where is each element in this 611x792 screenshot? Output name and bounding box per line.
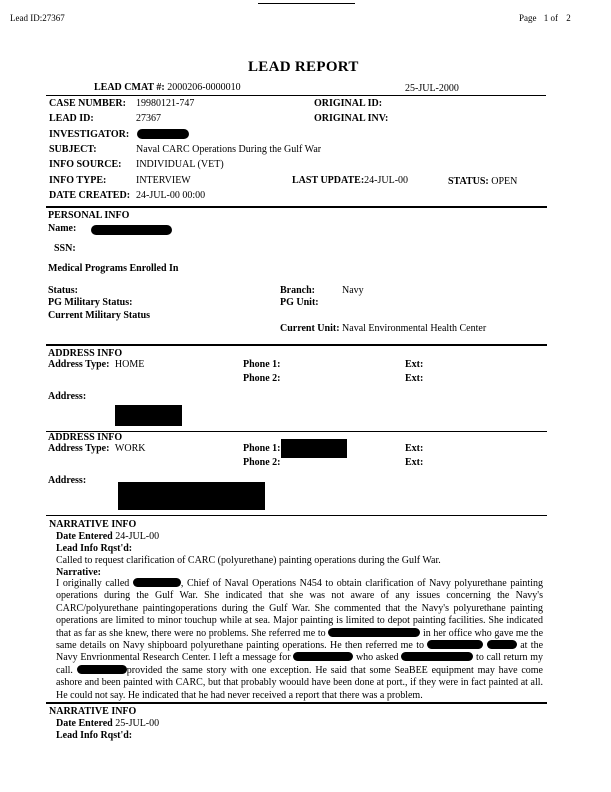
name-label: Name: (48, 223, 77, 234)
redaction (133, 578, 181, 587)
last-update-label: LAST UPDATE: (292, 175, 365, 186)
date-entered (56, 531, 159, 542)
section-rule (46, 702, 547, 704)
header-lead-id: Lead ID:27367 (10, 13, 65, 23)
personal-info-heading: PERSONAL INFO (48, 210, 130, 221)
redaction (401, 652, 473, 661)
address-info-heading: ADDRESS INFO (48, 348, 123, 359)
medical-programs-label: Medical Programs Enrolled In (48, 263, 179, 274)
redaction (427, 640, 483, 649)
status-label: Status: (48, 285, 79, 296)
date-entered (56, 718, 159, 729)
address-type (48, 443, 145, 454)
phone2-label: Phone 2: (243, 373, 281, 384)
date-entered-label: Date Entered (56, 531, 113, 542)
lead-id-value: 27367 (136, 113, 161, 124)
lead-info-rqst-label: Lead Info Rqst'd: (56, 543, 133, 554)
redaction-work-address (118, 482, 265, 510)
status-value: OPEN (491, 176, 518, 187)
narrative-info-heading: NARRATIVE INFO (49, 706, 137, 717)
status-block (448, 176, 517, 187)
redaction-investigator (137, 129, 189, 139)
narrative-paragraph (56, 578, 543, 702)
ext2-label: Ext: (405, 457, 424, 468)
narrative-info-heading: NARRATIVE INFO (49, 519, 137, 530)
investigator-label: INVESTIGATOR: (49, 129, 130, 140)
branch-label: Branch: (280, 285, 315, 296)
address-label: Address: (48, 391, 87, 402)
date-entered-value: 25-JUL-00 (115, 718, 160, 729)
pg-unit-label: PG Unit: (280, 297, 319, 308)
redaction (77, 665, 127, 674)
section-rule (46, 344, 547, 346)
address-type-label: Address Type: (48, 359, 110, 370)
redaction (487, 640, 517, 649)
address-type-label: Address Type: (48, 443, 110, 454)
address-label: Address: (48, 475, 87, 486)
narrative-text: at the Navy Envrionmental Research Center. I left a message for (56, 640, 544, 664)
status-label: STATUS: (448, 176, 489, 187)
subject-label: SUBJECT: (49, 144, 97, 155)
address-type-value: HOME (114, 359, 145, 370)
of-label: of (550, 13, 558, 23)
redaction-work-phone (281, 439, 347, 458)
case-number-label: CASE NUMBER: (49, 98, 126, 109)
date-created-label: DATE CREATED: (49, 190, 131, 201)
address-info-heading: ADDRESS INFO (48, 432, 123, 443)
narrative-text: , Chief of Naval Operations N454 to obtain clarification of Navy polyurethane painting operations during the Gulf War. She indicated that she was not aware of any issues concerning the Navy's CARC/polyurethane paintingoperations during the Gulf War. She commented that the Navy's polyurethane painting operations are limited to minor touchup while at sea. Major painting is limited to depot painting facilities. She indicated that as far as she knew, there were no problems. She referred me to (56, 578, 543, 639)
ext1-label: Ext: (405, 359, 424, 370)
lead-info-rqst-label: Lead Info Rqst'd: (56, 730, 133, 741)
pg-military-status-label: PG Military Status: (48, 297, 133, 308)
narrative-text: in her office who gave me the same details on Navy shipboard polyurethane painting operations. He then referred me to (56, 627, 544, 652)
info-type-value: INTERVIEW (136, 175, 191, 186)
narrative-text: provided the same story with one exception. He said that some SeaBEE equipment may have come ashore and been painted with CARC, but that probably woould have been done at port., if they were in fact painted at all. He could not say. He indicated that he had never received a report that there was a problem. (56, 664, 543, 701)
date-entered-label: Date Entered (56, 718, 113, 729)
phone1-label: Phone 1: (243, 443, 281, 454)
narrative-text: to call return my call. (56, 652, 544, 676)
date-created-value: 24-JUL-00 00:00 (136, 190, 206, 201)
date-entered-value: 24-JUL-00 (115, 531, 160, 542)
cmat-value: 2000206-0000010 (167, 82, 241, 93)
info-source-value: INDIVIDUAL (VET) (136, 159, 224, 170)
section-rule (46, 206, 547, 208)
redaction-home-address (115, 405, 182, 426)
narrative-label: Narrative: (56, 567, 101, 578)
cmat-label: LEAD CMAT #: (94, 82, 165, 93)
redaction (293, 652, 353, 661)
ssn-label: SSN: (54, 243, 76, 254)
top-fragment-rule (258, 3, 355, 4)
page-title: LEAD REPORT (248, 59, 359, 75)
cmat-line (94, 82, 241, 93)
ext2-label: Ext: (405, 373, 424, 384)
subject-value: Naval CARC Operations During the Gulf War (136, 144, 322, 155)
last-update-value: 24-JUL-00 (364, 175, 409, 186)
lead-id-label: LEAD ID: (49, 113, 94, 124)
ext1-label: Ext: (405, 443, 424, 454)
page-number: 1 (543, 13, 549, 23)
redaction (328, 628, 420, 637)
page-label: Page (519, 13, 537, 23)
address-type (48, 359, 144, 370)
phone1-label: Phone 1: (243, 359, 281, 370)
lead-info-rqst-text: Called to request clarification of CARC (polyurethane) painting operations during the Gulf War. (56, 555, 441, 566)
narrative-text: who asked (355, 652, 399, 664)
info-source-label: INFO SOURCE: (49, 159, 122, 170)
current-unit-value: Naval Environmental Health Center (342, 323, 487, 334)
narrative-text: I originally called (56, 578, 130, 589)
current-unit-label: Current Unit: (280, 323, 340, 334)
branch-value: Navy (342, 285, 364, 296)
page-total: 2 (566, 13, 571, 23)
cmat-date: 25-JUL-2000 (405, 83, 459, 94)
case-number-value: 19980121-747 (136, 98, 195, 109)
current-military-status-label: Current Military Status (48, 310, 151, 321)
last-update (292, 175, 408, 186)
redaction-name (91, 225, 172, 235)
page-indicator (519, 13, 571, 23)
original-id-label: ORIGINAL ID: (314, 98, 383, 109)
original-inv-label: ORIGINAL INV: (314, 113, 389, 124)
phone2-label: Phone 2: (243, 457, 281, 468)
current-unit (280, 323, 486, 334)
section-rule (46, 515, 547, 516)
address-type-value: WORK (114, 443, 146, 454)
info-type-label: INFO TYPE: (49, 175, 107, 186)
rule (46, 95, 546, 96)
